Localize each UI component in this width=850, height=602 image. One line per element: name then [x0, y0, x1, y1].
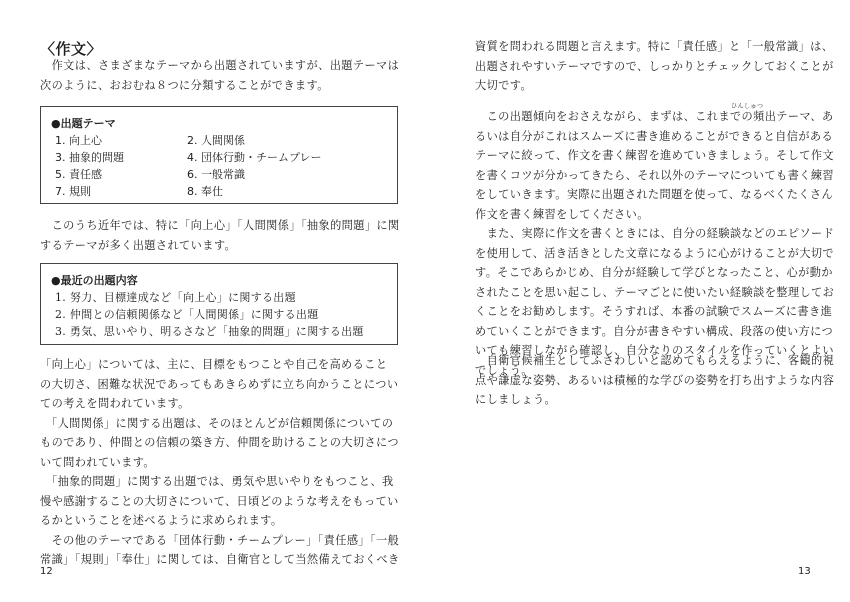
text-line: 「向上心」については、主に、目標をもつことや自己を高めること — [40, 358, 388, 371]
text-line: この出題傾向をおさえながら、まずは、これまでの頻出テーマ、あ — [475, 110, 834, 123]
recent-item: 3. 勇気、思いやり、明るさなど「抽象的問題」に関する出題 — [55, 325, 364, 338]
text-line: また、実際に作文を書くときには、自分の経験談などのエピソード — [475, 227, 835, 240]
text-line: 作文を書く練習をしてください。 — [475, 207, 649, 221]
theme-item: 2. 人間関係 — [187, 134, 245, 147]
middle-paragraph — [40, 216, 400, 255]
theme-item: 5. 責任感 — [55, 168, 102, 181]
intro-paragraph — [40, 56, 399, 95]
text-line: にしましょう。 — [475, 393, 557, 406]
text-line: 作文は、さまざまなテーマから出題されていますが、出題テーマは — [40, 59, 400, 72]
text-line: す。そこであらかじめ、自分が経験して学びとなったこと、心が動か — [475, 266, 833, 279]
text-line: いても練習しながら確認し、自分なりのスタイルを作っていくとよい — [475, 344, 834, 357]
text-line: るいは自分がこれはスムーズに書き進めることができると自信がある — [475, 129, 834, 143]
body-paragraph — [40, 355, 400, 570]
text-line: 出題されやすいテーマですので、しっかりとチェックしておくことが — [475, 59, 834, 73]
text-line: めていくことができます。自分が書きやすい構成、段落の使い方につ — [475, 324, 834, 338]
text-line: 常識」「規則」「奉仕」に関しては、自衛官として当然備えておくべき — [40, 553, 400, 566]
text-line: いて問われています。 — [40, 455, 155, 469]
text-line: するテーマが多く出題されています。 — [40, 238, 237, 252]
right-page — [425, 0, 850, 602]
text-line: 大切です。 — [475, 79, 533, 92]
section-heading: 〈作文〉 — [40, 40, 103, 58]
text-line: 自衛官候補生としてふさわしいと認めてもらえるように、客観的視 — [475, 354, 835, 367]
text-line: 次のように、おおむね８つに分類することができます。 — [40, 78, 329, 92]
text-line: るかということを述べるように求められます。 — [40, 514, 283, 527]
text-line: その他のテーマである「団体行動・チームプレー」「責任感」「一般 — [40, 533, 400, 547]
theme-item: 3. 抽象的問題 — [55, 151, 124, 164]
furigana: ひんしゅつ — [731, 103, 764, 110]
text-line: くことをお勧めします。そうすれば、本番の試験でスムーズに書き進 — [475, 305, 833, 318]
page-number: 12 — [40, 566, 53, 577]
theme-item: 8. 奉仕 — [187, 185, 223, 198]
page-number: 13 — [798, 566, 811, 577]
right-paragraph-1 — [475, 37, 834, 96]
text-line: をしていきます。実際に出題された問題を使って、なるべくたくさん — [475, 188, 834, 201]
right-paragraph-2 — [475, 107, 834, 380]
text-line: このうち近年では、特に「向上心」「人間関係」「抽象的問題」に関 — [40, 219, 400, 232]
text-line: 資質を問われる問題と言えます。特に「責任感」と「一般常識」は、 — [475, 40, 834, 53]
text-line: ての考えを問われています。 — [40, 397, 190, 410]
text-line: 「抽象的問題」に関する出題では、勇気や思いやりをもつこと、我 — [40, 475, 394, 488]
right-paragraph-3 — [475, 351, 834, 410]
theme-item: 6. 一般常識 — [187, 168, 245, 181]
recent-box-title: ●最近の出題内容 — [51, 274, 138, 287]
text-line: 点や謙虚な姿勢、あるいは積極的な学びの姿勢を打ち出すような内容 — [475, 373, 835, 387]
theme-box-title: ●出題テーマ — [51, 117, 116, 130]
text-line: テーマに絞って、作文を書く練習を進めていきましょう。そして作文 — [475, 149, 834, 162]
text-line: 慢や感謝することの大切さについて、日頃どのような考えをもってい — [40, 494, 399, 508]
recent-box — [40, 263, 398, 345]
text-line: の大切さ、困難な状況であってもあきらめずに立ち向かうことについ — [40, 377, 399, 391]
text-line: 「人間関係」に関する出題は、そのほとんどが信頼関係についての — [40, 416, 394, 430]
theme-item: 7. 規則 — [55, 185, 91, 198]
recent-item: 2. 仲間との信頼関係など「人間関係」に関する出題 — [55, 308, 319, 321]
theme-item: 4. 団体行動・チームプレー — [187, 151, 322, 164]
text-line: を書くコツが分かってきたら、それ以外のテーマについても書く練習 — [475, 168, 834, 182]
theme-box — [40, 106, 398, 204]
theme-item: 1. 向上心 — [55, 134, 102, 147]
text-line: を使用して、活き活きとした文章になるように心がけることが大切で — [475, 246, 834, 260]
recent-item: 1. 努力、目標達成など「向上心」に関する出題 — [55, 291, 296, 304]
text-line: されたことを思い起こし、テーマごとに使いたい経験談を整理してお — [475, 285, 835, 299]
text-line: でしょう。 — [475, 363, 533, 377]
text-line: ものであり、仲間との信頼の築き方、仲間を助けることの大切さにつ — [40, 436, 399, 449]
